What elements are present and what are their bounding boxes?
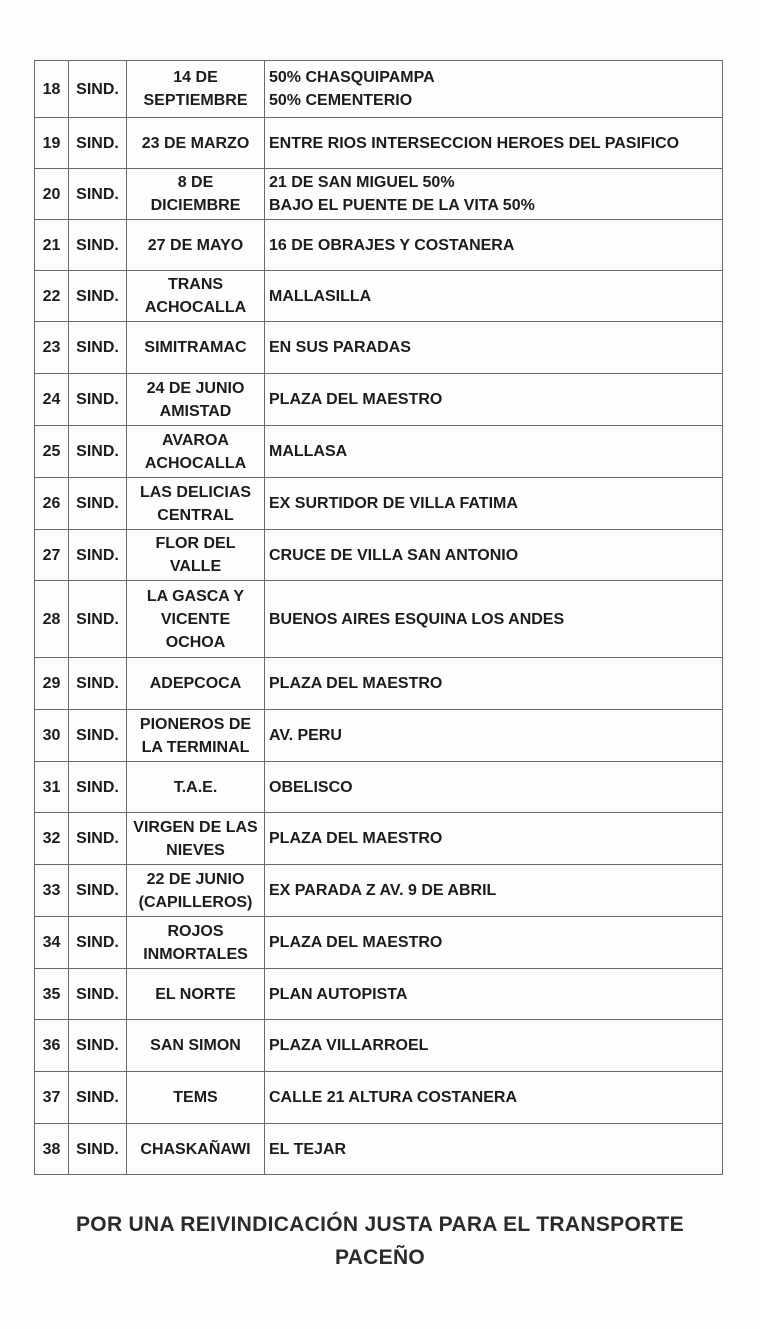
row-number-cell xyxy=(35,530,69,581)
union-type-cell xyxy=(69,710,127,762)
union-name-line: LA TERMINAL xyxy=(141,738,250,756)
union-name-line: VICENTE xyxy=(160,610,231,628)
location-cell xyxy=(265,530,723,581)
union-name-line: ADEPCOCA xyxy=(149,675,242,692)
union-name-line: PIONEROS DE xyxy=(139,715,252,733)
union-location-table xyxy=(34,60,723,1175)
location-line: MALLASA xyxy=(269,443,348,460)
table-row xyxy=(35,61,723,118)
union-name-line: SAN SIMON xyxy=(150,1037,241,1054)
union-name-cell xyxy=(127,118,265,169)
union-name-cell xyxy=(127,374,265,426)
row-number-cell xyxy=(35,762,69,813)
union-type-cell xyxy=(69,1072,127,1124)
location-cell xyxy=(265,581,723,658)
location-line: BUENOS AIRES ESQUINA LOS ANDES xyxy=(269,610,565,628)
union-name-line: EL NORTE xyxy=(155,985,236,1003)
table-body xyxy=(35,61,723,1175)
location-cell xyxy=(265,969,723,1020)
row-number-cell xyxy=(35,710,69,762)
location-line: AV. PERU xyxy=(269,727,342,744)
row-number-cell xyxy=(35,271,69,322)
table-row xyxy=(35,1020,723,1072)
location-cell xyxy=(265,426,723,478)
table-row xyxy=(35,865,723,917)
row-number: 21 xyxy=(42,236,61,254)
union-type: SIND. xyxy=(76,882,119,899)
location-cell xyxy=(265,322,723,374)
union-name-line: 23 DE MARZO xyxy=(141,134,250,152)
union-type: SIND. xyxy=(76,830,119,847)
location-line: EX PARADA Z AV. 9 DE ABRIL xyxy=(269,882,497,899)
union-type-cell xyxy=(69,530,127,581)
row-number: 25 xyxy=(42,443,61,460)
table-row xyxy=(35,969,723,1020)
union-type: SIND. xyxy=(76,134,119,152)
union-name-cell xyxy=(127,969,265,1020)
footer-slogan xyxy=(40,1208,720,1274)
union-name-line: ROJOS xyxy=(167,922,224,940)
location-cell xyxy=(265,118,723,169)
union-name-line: SEPTIEMBRE xyxy=(143,92,248,109)
location-cell xyxy=(265,658,723,710)
location-line: PLAZA DEL MAESTRO xyxy=(269,675,443,692)
row-number-cell xyxy=(35,426,69,478)
union-name-line: 22 DE JUNIO xyxy=(146,870,245,888)
union-name-line: LAS DELICIAS xyxy=(139,483,252,501)
union-type-cell xyxy=(69,61,127,118)
union-name-line: AMISTAD xyxy=(159,402,232,420)
union-name-line: CHASKAÑAWI xyxy=(140,1140,251,1158)
row-number-cell xyxy=(35,813,69,865)
row-number: 32 xyxy=(42,830,61,847)
union-name-line: LA GASCA Y xyxy=(146,587,245,605)
location-line: PLAZA DEL MAESTRO xyxy=(269,830,443,847)
union-type: SIND. xyxy=(76,495,119,512)
table-row xyxy=(35,530,723,581)
union-type-cell xyxy=(69,118,127,169)
union-name-line: (CAPILLEROS) xyxy=(138,893,253,911)
row-number-cell xyxy=(35,118,69,169)
union-type: SIND. xyxy=(76,236,119,254)
table-row xyxy=(35,118,723,169)
location-line: 21 DE SAN MIGUEL 50% xyxy=(269,174,455,191)
union-name-line: AVAROA xyxy=(162,431,229,449)
row-number: 31 xyxy=(42,778,61,796)
union-type: SIND. xyxy=(76,391,119,408)
row-number: 24 xyxy=(42,391,61,408)
row-number: 30 xyxy=(42,727,61,744)
row-number: 33 xyxy=(42,882,61,899)
row-number-cell xyxy=(35,969,69,1020)
row-number-cell xyxy=(35,478,69,530)
union-name-cell xyxy=(127,813,265,865)
location-cell xyxy=(265,169,723,220)
union-name-line: OCHOA xyxy=(165,633,226,651)
union-type-cell xyxy=(69,1020,127,1072)
union-type-cell xyxy=(69,813,127,865)
location-line: CALLE 21 ALTURA COSTANERA xyxy=(269,1089,517,1106)
table-row xyxy=(35,322,723,374)
union-name-cell xyxy=(127,426,265,478)
union-name-cell xyxy=(127,762,265,813)
row-number: 20 xyxy=(42,185,61,203)
union-name-line: VALLE xyxy=(169,558,222,575)
union-name-cell xyxy=(127,478,265,530)
union-type-cell xyxy=(69,762,127,813)
union-type-cell xyxy=(69,271,127,322)
union-type-cell xyxy=(69,374,127,426)
location-line: ENTRE RIOS INTERSECCION HEROES DEL PASIFICO xyxy=(269,134,680,152)
union-name-line: NIEVES xyxy=(166,841,225,859)
footer-line-2: PACEÑO xyxy=(334,1246,426,1269)
row-number-cell xyxy=(35,322,69,374)
union-type: SIND. xyxy=(76,985,119,1003)
union-name-line: ACHOCALLA xyxy=(144,299,247,316)
location-cell xyxy=(265,710,723,762)
union-type-cell xyxy=(69,169,127,220)
location-line: EL TEJAR xyxy=(269,1140,347,1158)
location-line: OBELISCO xyxy=(269,778,353,796)
union-name-cell xyxy=(127,1124,265,1175)
union-name-cell xyxy=(127,61,265,118)
location-cell xyxy=(265,762,723,813)
table-row xyxy=(35,169,723,220)
location-cell xyxy=(265,813,723,865)
union-name-line: VIRGEN DE LAS xyxy=(133,818,258,836)
location-line: CRUCE DE VILLA SAN ANTONIO xyxy=(269,546,519,564)
location-cell xyxy=(265,1020,723,1072)
location-line: PLAZA VILLARROEL xyxy=(269,1037,429,1054)
union-type-cell xyxy=(69,1124,127,1175)
location-line: 50% CEMENTERIO xyxy=(269,92,413,109)
row-number-cell xyxy=(35,1020,69,1072)
union-type: SIND. xyxy=(76,185,119,203)
union-type-cell xyxy=(69,581,127,658)
union-type: SIND. xyxy=(76,1140,119,1158)
union-name-line: T.A.E. xyxy=(173,778,218,796)
row-number: 34 xyxy=(42,934,61,951)
union-name-line: 8 DE xyxy=(177,174,214,191)
union-type: SIND. xyxy=(76,934,119,951)
union-type-cell xyxy=(69,322,127,374)
row-number: 23 xyxy=(42,339,61,356)
union-name-line: TEMS xyxy=(173,1089,218,1106)
union-type: SIND. xyxy=(76,778,119,796)
union-name-cell xyxy=(127,1020,265,1072)
union-name-line: CENTRAL xyxy=(157,506,234,524)
union-type-cell xyxy=(69,917,127,969)
row-number-cell xyxy=(35,581,69,658)
table-row xyxy=(35,1072,723,1124)
row-number: 37 xyxy=(42,1089,61,1106)
table-row xyxy=(35,426,723,478)
row-number-cell xyxy=(35,1072,69,1124)
location-line: BAJO EL PUENTE DE LA VITA 50% xyxy=(269,197,535,214)
table-row xyxy=(35,271,723,322)
location-cell xyxy=(265,865,723,917)
union-name-line: TRANS xyxy=(167,276,224,293)
footer-line-1: POR UNA REIVINDICACIÓN JUSTA PARA EL TRANSPORTE xyxy=(76,1213,684,1236)
union-name-line: SIMITRAMAC xyxy=(144,339,247,356)
row-number-cell xyxy=(35,220,69,271)
row-number-cell xyxy=(35,61,69,118)
union-type-cell xyxy=(69,478,127,530)
location-cell xyxy=(265,271,723,322)
location-line: EN SUS PARADAS xyxy=(269,339,411,356)
union-type-cell xyxy=(69,220,127,271)
row-number: 18 xyxy=(42,80,61,98)
union-type-cell xyxy=(69,658,127,710)
union-type: SIND. xyxy=(76,675,119,692)
table-row xyxy=(35,658,723,710)
location-line: PLAZA DEL MAESTRO xyxy=(269,934,443,951)
union-type: SIND. xyxy=(76,287,119,305)
location-cell xyxy=(265,917,723,969)
table-row xyxy=(35,813,723,865)
union-type: SIND. xyxy=(76,80,119,98)
union-type: SIND. xyxy=(76,443,119,460)
union-name-cell xyxy=(127,581,265,658)
row-number: 36 xyxy=(42,1037,61,1054)
location-line: PLAZA DEL MAESTRO xyxy=(269,391,443,408)
row-number: 19 xyxy=(42,134,61,152)
union-type-cell xyxy=(69,969,127,1020)
union-name-cell xyxy=(127,658,265,710)
union-type-cell xyxy=(69,426,127,478)
table-row xyxy=(35,762,723,813)
union-name-line: 14 DE xyxy=(173,69,218,86)
union-name-cell xyxy=(127,1072,265,1124)
location-cell xyxy=(265,374,723,426)
union-type-cell xyxy=(69,865,127,917)
location-line: PLAN AUTOPISTA xyxy=(269,985,408,1003)
location-line: 50% CHASQUIPAMPA xyxy=(269,69,435,86)
union-name-cell xyxy=(127,220,265,271)
table-row xyxy=(35,917,723,969)
table-row xyxy=(35,1124,723,1175)
row-number-cell xyxy=(35,865,69,917)
union-name-cell xyxy=(127,865,265,917)
table-row xyxy=(35,374,723,426)
union-name-line: ACHOCALLA xyxy=(144,454,247,472)
table-row xyxy=(35,478,723,530)
row-number-cell xyxy=(35,169,69,220)
table-row xyxy=(35,581,723,658)
table-row xyxy=(35,220,723,271)
row-number: 28 xyxy=(42,610,61,628)
row-number: 26 xyxy=(42,495,61,512)
union-name-line: FLOR DEL xyxy=(155,535,236,552)
union-type: SIND. xyxy=(76,1089,119,1106)
union-name-line: DICIEMBRE xyxy=(150,197,241,214)
row-number: 27 xyxy=(42,546,61,564)
union-name-cell xyxy=(127,169,265,220)
union-name-cell xyxy=(127,530,265,581)
row-number: 35 xyxy=(42,985,61,1003)
location-line: EX SURTIDOR DE VILLA FATIMA xyxy=(269,495,518,512)
location-cell xyxy=(265,220,723,271)
row-number: 22 xyxy=(42,287,61,305)
union-name-line: INMORTALES xyxy=(143,945,248,963)
row-number-cell xyxy=(35,1124,69,1175)
union-name-line: 27 DE MAYO xyxy=(147,236,244,254)
union-name-cell xyxy=(127,322,265,374)
union-name-cell xyxy=(127,710,265,762)
union-type: SIND. xyxy=(76,546,119,564)
location-cell xyxy=(265,1072,723,1124)
table-row xyxy=(35,710,723,762)
union-type: SIND. xyxy=(76,1037,119,1054)
union-type: SIND. xyxy=(76,610,119,628)
location-line: 16 DE OBRAJES Y COSTANERA xyxy=(269,236,515,254)
union-type: SIND. xyxy=(76,339,119,356)
union-name-cell xyxy=(127,917,265,969)
location-line: MALLASILLA xyxy=(269,287,372,305)
location-cell xyxy=(265,478,723,530)
row-number: 29 xyxy=(42,675,61,692)
row-number-cell xyxy=(35,917,69,969)
union-type: SIND. xyxy=(76,727,119,744)
location-cell xyxy=(265,1124,723,1175)
row-number-cell xyxy=(35,658,69,710)
union-name-cell xyxy=(127,271,265,322)
location-cell xyxy=(265,61,723,118)
row-number: 38 xyxy=(42,1140,61,1158)
row-number-cell xyxy=(35,374,69,426)
union-name-line: 24 DE JUNIO xyxy=(146,379,245,397)
